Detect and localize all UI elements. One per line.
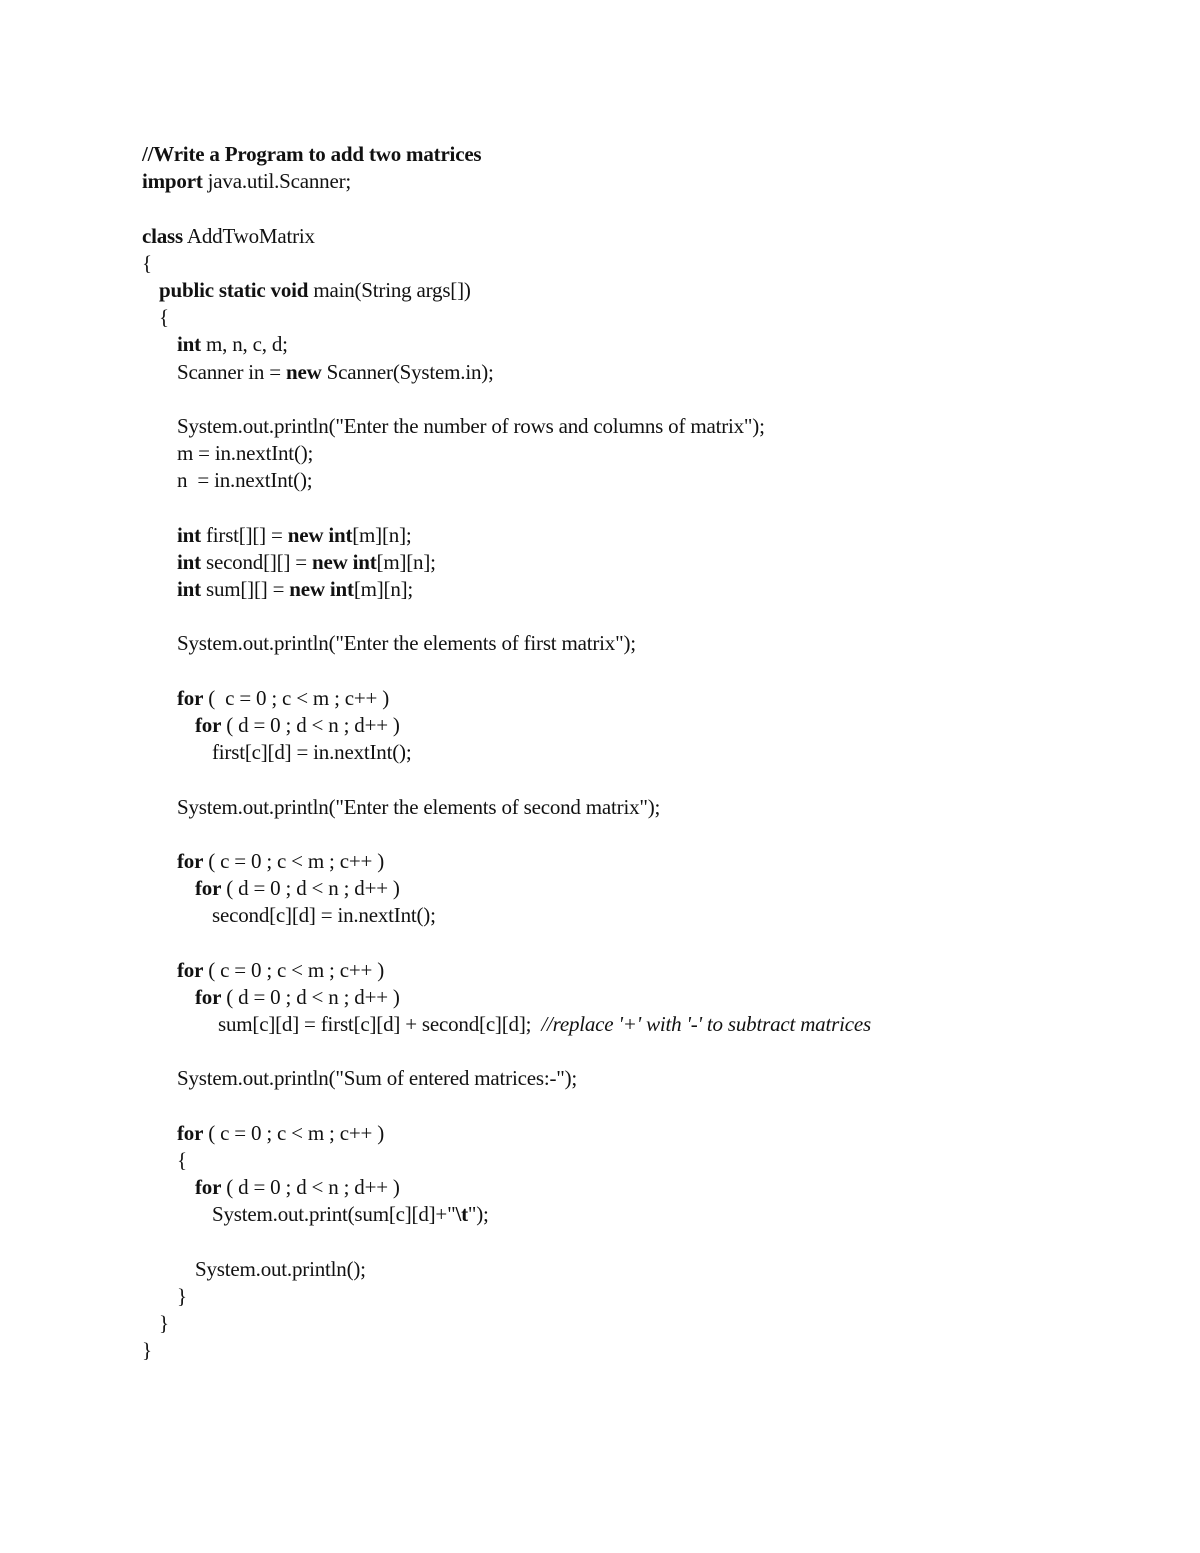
code-line <box>142 957 1142 984</box>
code-token: [m][n]; <box>376 549 436 574</box>
blank-line <box>142 1093 1142 1120</box>
code-line <box>142 848 1142 875</box>
code-token: for <box>177 1120 204 1145</box>
code-line <box>142 168 1142 195</box>
code-line <box>142 1011 1142 1038</box>
blank-line <box>142 658 1142 685</box>
code-token: int <box>177 332 201 357</box>
code-token: int <box>177 522 201 547</box>
code-token: ( d = 0 ; d < n ; d++ ) <box>221 984 400 1009</box>
code-token: } <box>142 1338 152 1363</box>
code-token: System.out.println(); <box>195 1256 366 1281</box>
code-line <box>142 304 1142 331</box>
code-token: import <box>142 169 203 194</box>
code-line <box>142 1256 1142 1283</box>
blank-line <box>142 603 1142 630</box>
code-line <box>142 1310 1142 1337</box>
code-token: sum[][] = <box>200 577 290 601</box>
code-listing <box>142 141 1142 1364</box>
code-token: System.out.println("Enter the elements of first matrix"); <box>177 631 636 656</box>
code-line <box>142 685 1142 712</box>
code-token: "); <box>467 1202 489 1227</box>
blank-line <box>142 1229 1142 1256</box>
code-line <box>142 739 1142 766</box>
code-line <box>142 630 1142 657</box>
code-token: m = in.nextInt(); <box>177 441 314 466</box>
code-token: ( d = 0 ; d < n ; d++ ) <box>221 876 400 901</box>
code-token: for <box>195 984 222 1009</box>
code-token: first[c][d] = in.nextInt(); <box>212 740 412 765</box>
code-token: } <box>159 1311 169 1336</box>
code-token: System.out.println("Sum of entered matrices:-"); <box>177 1066 578 1091</box>
code-token: { <box>142 250 152 275</box>
code-line <box>142 902 1142 929</box>
code-token: main(String args[]) <box>308 277 471 302</box>
code-line <box>142 576 1142 603</box>
blank-line <box>142 195 1142 222</box>
code-token: m, n, c, d; <box>200 332 288 357</box>
code-line <box>142 1201 1142 1228</box>
code-token: Scanner in = <box>177 359 286 384</box>
code-token: int <box>177 549 201 574</box>
blank-line <box>142 821 1142 848</box>
code-token: int <box>177 577 201 601</box>
code-line <box>142 440 1142 467</box>
code-token: //replace '+' with '-' to subtract matrices <box>541 1012 871 1036</box>
code-line <box>142 1283 1142 1310</box>
code-line <box>142 141 1142 168</box>
blank-line <box>142 929 1142 956</box>
code-line <box>142 794 1142 821</box>
code-token: ( c = 0 ; c < m ; c++ ) <box>203 848 384 873</box>
code-line <box>142 1120 1142 1147</box>
code-token: new int <box>289 577 354 601</box>
code-line <box>142 549 1142 576</box>
code-token: { <box>177 1147 187 1172</box>
blank-line <box>142 766 1142 793</box>
code-token: for <box>177 685 204 710</box>
code-line <box>142 1147 1142 1174</box>
blank-line <box>142 386 1142 413</box>
code-line <box>142 331 1142 358</box>
code-token: } <box>177 1283 187 1308</box>
code-line <box>142 875 1142 902</box>
code-token: System.out.println("Enter the elements of second matrix"); <box>177 794 661 819</box>
code-line <box>142 250 1142 277</box>
code-token: AddTwoMatrix <box>183 223 315 248</box>
code-line <box>142 223 1142 250</box>
code-line <box>142 1065 1142 1092</box>
code-token: for <box>177 848 204 873</box>
code-token: { <box>159 305 169 330</box>
code-token: for <box>195 712 222 737</box>
code-line <box>142 1337 1142 1364</box>
code-token: System.out.print(sum[c][d]+" <box>212 1202 456 1227</box>
code-token: sum[c][d] = first[c][d] + second[c][d]; <box>218 1012 542 1036</box>
code-line <box>142 1174 1142 1201</box>
blank-line <box>142 494 1142 521</box>
code-token: ( d = 0 ; d < n ; d++ ) <box>221 712 400 737</box>
code-line <box>142 984 1142 1011</box>
code-token: new int <box>312 549 377 574</box>
code-token: [m][n]; <box>353 577 414 601</box>
code-token: Scanner(System.in); <box>321 359 494 384</box>
code-token: //Write a Program to add two matrices <box>142 142 482 166</box>
code-token: \t <box>455 1202 468 1227</box>
code-line <box>142 467 1142 494</box>
code-line <box>142 359 1142 386</box>
code-token: for <box>195 1175 222 1200</box>
code-token: ( c = 0 ; c < m ; c++ ) <box>203 685 390 710</box>
code-token: second[c][d] = in.nextInt(); <box>212 903 436 928</box>
code-line <box>142 522 1142 549</box>
code-token: second[][] = <box>200 549 313 574</box>
code-token: java.util.Scanner; <box>202 169 352 194</box>
code-line <box>142 712 1142 739</box>
code-token: new <box>285 359 322 384</box>
code-token: ( c = 0 ; c < m ; c++ ) <box>203 1120 384 1145</box>
code-token: System.out.println("Enter the number of rows and columns of matrix"); <box>177 413 765 438</box>
code-token: ( c = 0 ; c < m ; c++ ) <box>203 957 384 982</box>
blank-line <box>142 1038 1142 1065</box>
code-token: n = in.nextInt(); <box>177 468 313 493</box>
code-line <box>142 413 1142 440</box>
code-token: new int <box>287 522 353 547</box>
code-token: first[][] = <box>200 522 288 547</box>
code-token: ( d = 0 ; d < n ; d++ ) <box>221 1175 400 1200</box>
code-line <box>142 277 1142 304</box>
code-token: public static void <box>159 277 309 302</box>
code-token: for <box>177 957 204 982</box>
code-token: [m][n]; <box>352 522 412 547</box>
code-token: for <box>195 876 222 901</box>
code-token: class <box>142 223 184 248</box>
